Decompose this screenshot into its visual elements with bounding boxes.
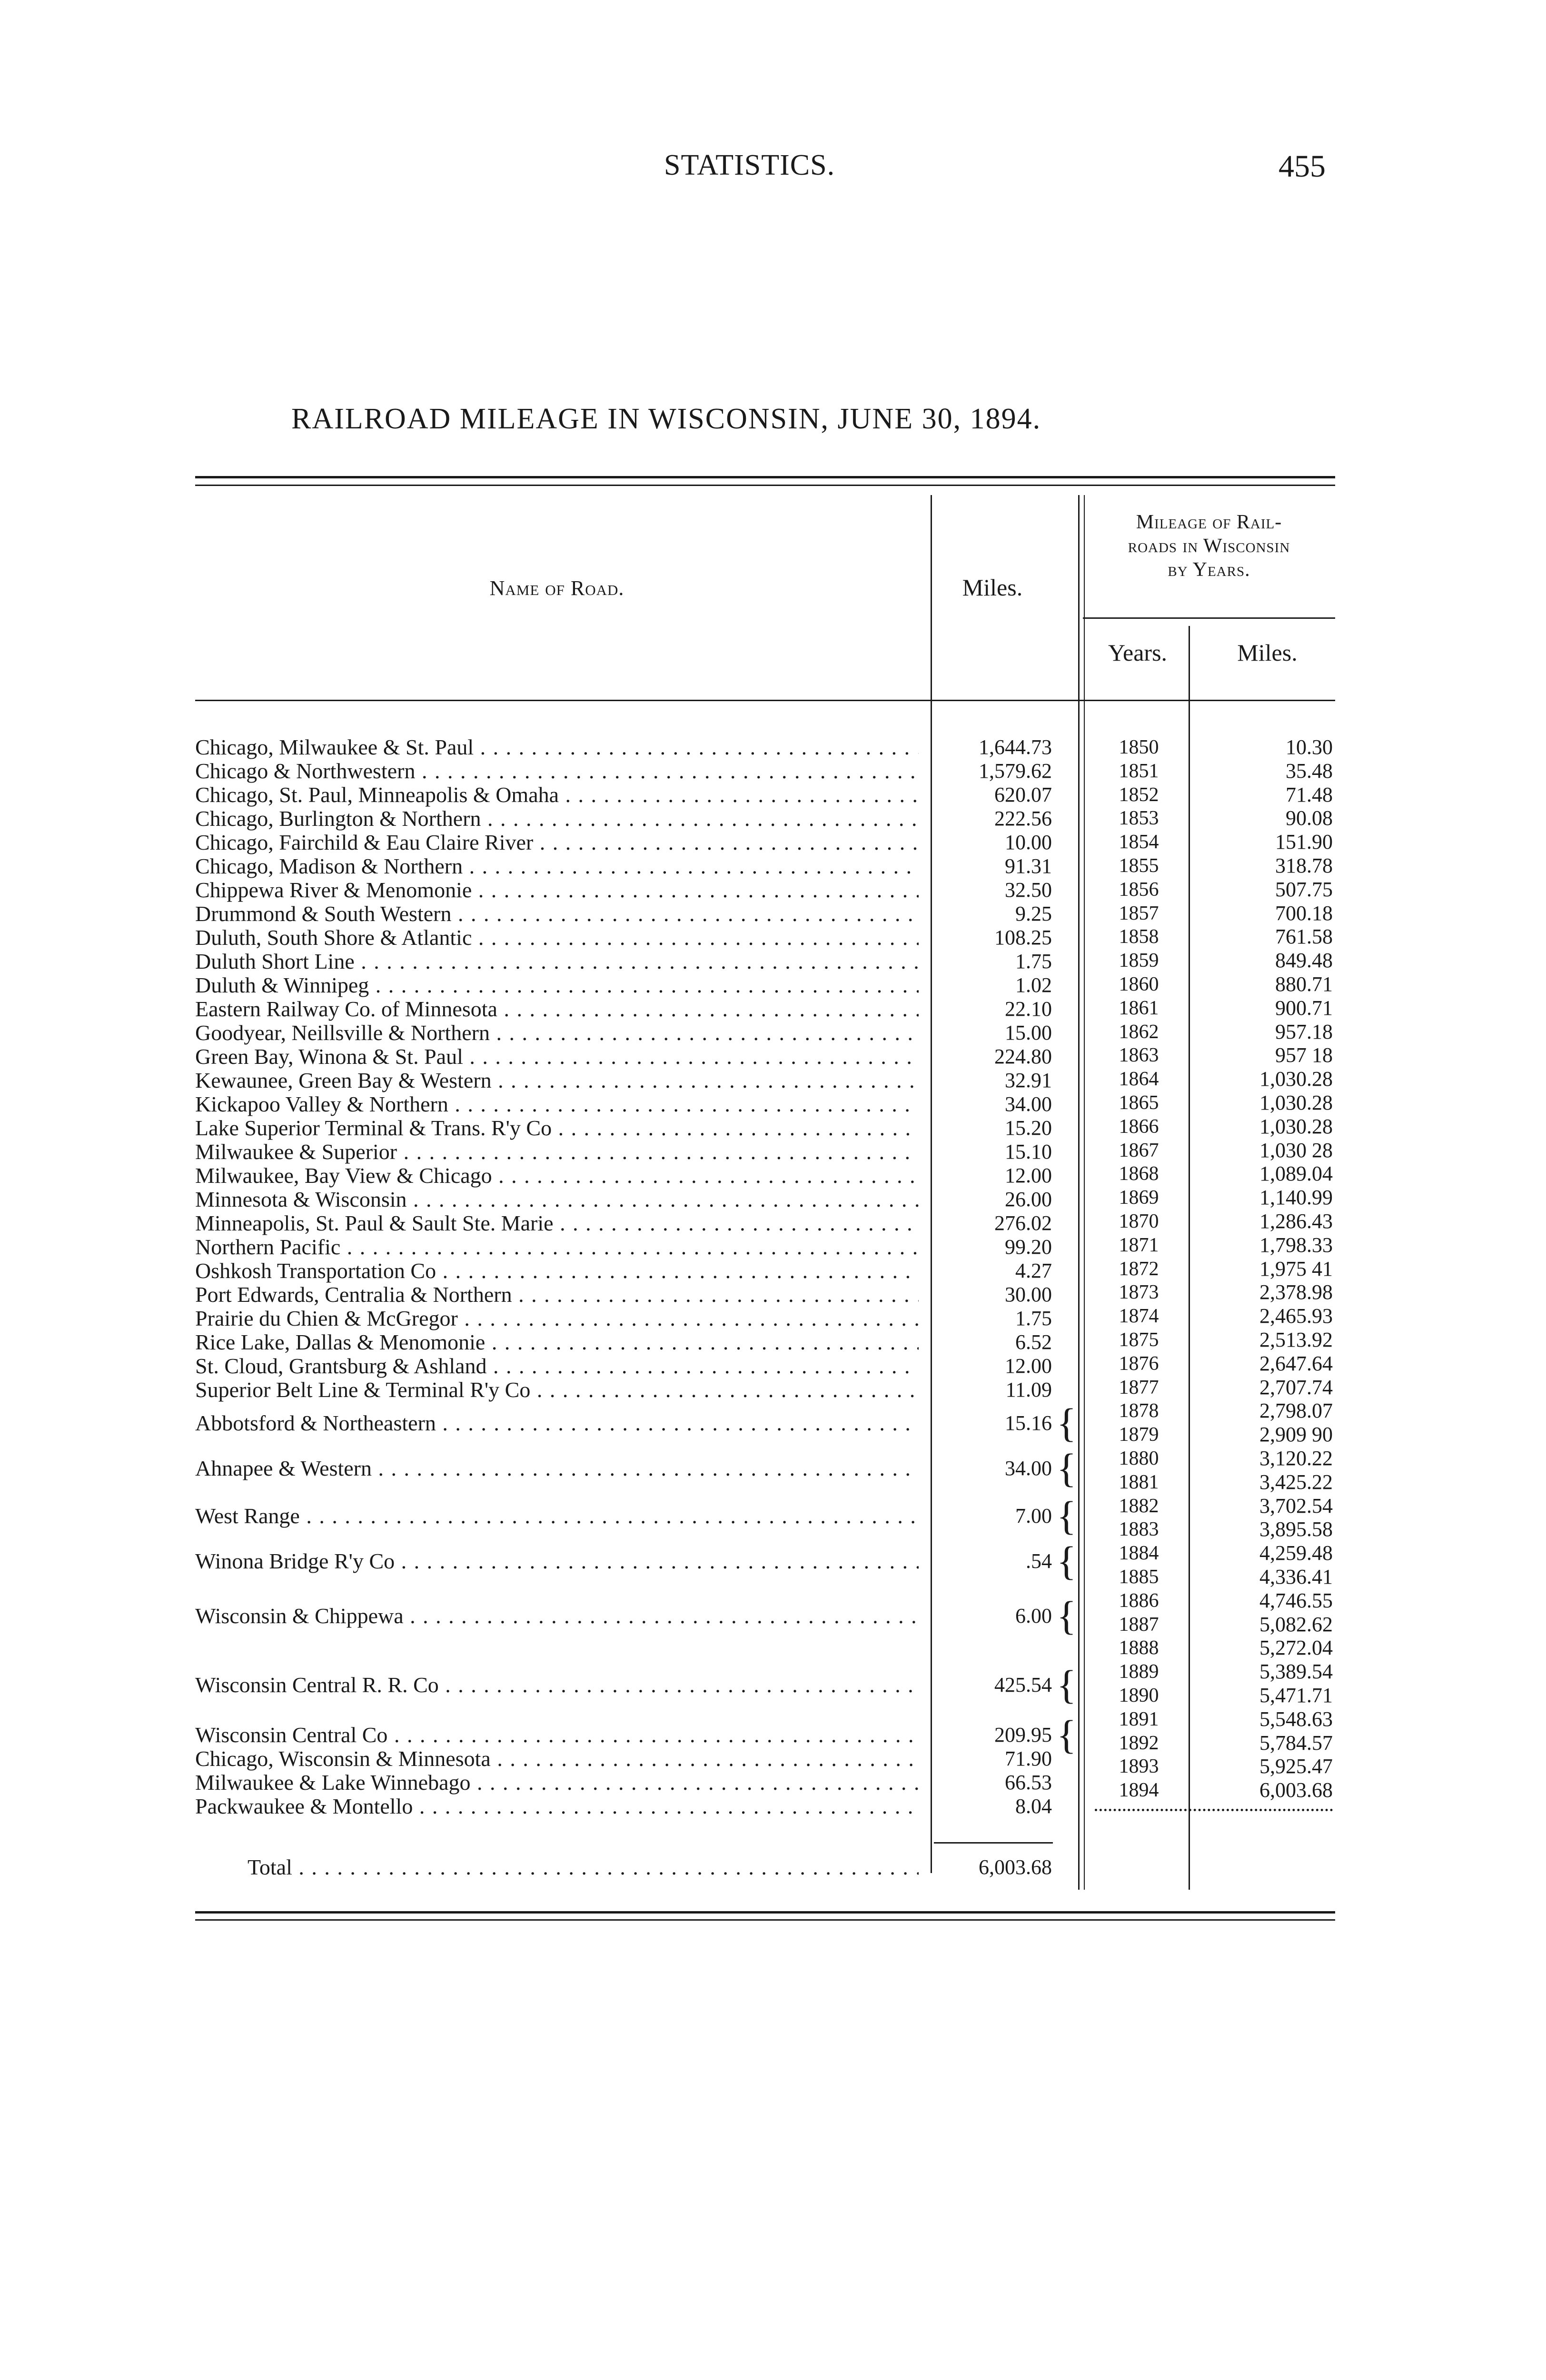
year-miles: 1,030.28 bbox=[1259, 1114, 1333, 1138]
year-miles: 1,975 41 bbox=[1259, 1257, 1333, 1280]
year-row bbox=[0, 1731, 1546, 1755]
year-value: 1887 bbox=[1119, 1613, 1159, 1636]
year-miles: 700.18 bbox=[1275, 901, 1333, 925]
road-miles: 425.54 bbox=[994, 1673, 1052, 1696]
year-value: 1891 bbox=[1119, 1708, 1159, 1730]
year-row bbox=[0, 1043, 1546, 1067]
year-row bbox=[0, 1447, 1546, 1470]
road-name: Winona Bridge R'y Co . . . bbox=[195, 1549, 919, 1573]
year-miles: 1,140.99 bbox=[1259, 1186, 1333, 1210]
year-miles: 5,925.47 bbox=[1259, 1755, 1333, 1778]
road-miles: 620.07 bbox=[994, 783, 1052, 806]
year-row bbox=[0, 996, 1546, 1020]
road-name: Chicago & Northwestern . . . bbox=[195, 759, 919, 783]
years-end-dots bbox=[1095, 1809, 1333, 1816]
table-title: RAILROAD MILEAGE IN WISCONSIN, JUNE 30, 1894. bbox=[291, 403, 1041, 435]
year-miles: 2,647.64 bbox=[1259, 1351, 1333, 1375]
year-miles: 5,784.57 bbox=[1259, 1731, 1333, 1755]
year-value: 1888 bbox=[1119, 1637, 1159, 1659]
year-row bbox=[0, 735, 1546, 759]
road-name: Wisconsin Central R. R. Co . . . bbox=[195, 1673, 919, 1697]
header-years: Years. bbox=[1108, 639, 1168, 666]
year-value: 1886 bbox=[1119, 1589, 1159, 1612]
header-year-miles: Miles. bbox=[1237, 639, 1298, 666]
year-value: 1880 bbox=[1119, 1448, 1159, 1469]
road-name: Kickapoo Valley & Northern . . . bbox=[195, 1092, 919, 1116]
road-miles: 99.20 bbox=[1005, 1235, 1052, 1259]
year-value: 1869 bbox=[1119, 1187, 1159, 1209]
brace-mark: { bbox=[1057, 1538, 1077, 1584]
brace-mark: { bbox=[1057, 1593, 1077, 1638]
year-value: 1865 bbox=[1119, 1092, 1159, 1114]
year-miles: 6,003.68 bbox=[1259, 1778, 1333, 1802]
road-name: Milwaukee & Lake Winnebago . . . bbox=[195, 1771, 919, 1795]
year-miles: 3,895.58 bbox=[1259, 1517, 1333, 1541]
header-by-years bbox=[1080, 510, 1338, 582]
year-value: 1882 bbox=[1119, 1495, 1159, 1517]
year-miles: 151.90 bbox=[1275, 830, 1333, 854]
year-value: 1876 bbox=[1119, 1352, 1159, 1375]
year-value: 1859 bbox=[1119, 950, 1159, 972]
header-name-of-road: Name of Road. bbox=[489, 576, 624, 600]
year-row bbox=[0, 1517, 1546, 1541]
road-name: Drummond & South Western . . . bbox=[195, 902, 919, 926]
total-miles: 6,003.68 bbox=[979, 1855, 1052, 1879]
year-miles: 90.08 bbox=[1286, 806, 1333, 830]
year-value: 1858 bbox=[1119, 926, 1159, 948]
road-miles: 6.00 bbox=[1015, 1604, 1052, 1627]
year-value: 1861 bbox=[1119, 997, 1159, 1019]
header-rule-bottom bbox=[195, 700, 1335, 701]
year-miles: 2,465.93 bbox=[1259, 1304, 1333, 1328]
road-name: Wisconsin & Chippewa . . . bbox=[195, 1604, 919, 1628]
year-value: 1863 bbox=[1119, 1044, 1159, 1067]
road-name: St. Cloud, Grantsburg & Ashland . . . bbox=[195, 1354, 919, 1378]
year-miles: 10.30 bbox=[1286, 735, 1333, 759]
road-name: Chicago, Burlington & Northern . . . bbox=[195, 807, 919, 831]
road-miles: 10.00 bbox=[1005, 831, 1052, 854]
year-miles: 3,702.54 bbox=[1259, 1494, 1333, 1517]
year-row bbox=[0, 830, 1546, 854]
year-value: 1889 bbox=[1119, 1661, 1159, 1683]
year-row bbox=[0, 1541, 1546, 1565]
year-row bbox=[0, 1778, 1546, 1802]
brace-mark: { bbox=[1057, 1662, 1077, 1707]
road-miles: 15.00 bbox=[1005, 1021, 1052, 1044]
year-row bbox=[0, 878, 1546, 902]
year-miles: 2,513.92 bbox=[1259, 1328, 1333, 1351]
year-miles: 1,089.04 bbox=[1259, 1162, 1333, 1186]
year-miles: 4,746.55 bbox=[1259, 1588, 1333, 1612]
bottom-rule bbox=[195, 1911, 1335, 1914]
road-name: Rice Lake, Dallas & Menomonie . . . bbox=[195, 1330, 919, 1354]
road-miles: 32.50 bbox=[1005, 878, 1052, 902]
year-row bbox=[0, 1660, 1546, 1684]
road-miles: 15.16 bbox=[1005, 1411, 1052, 1435]
year-miles: 900.71 bbox=[1275, 996, 1333, 1020]
year-row bbox=[0, 1257, 1546, 1281]
road-name: Northern Pacific . . . bbox=[195, 1235, 919, 1259]
brace-mark: { bbox=[1057, 1400, 1077, 1446]
year-row bbox=[0, 1423, 1546, 1447]
header-by-years-line-2: roads in Wisconsin bbox=[1128, 535, 1290, 557]
year-miles: 880.71 bbox=[1275, 972, 1333, 996]
header-miles: Miles. bbox=[962, 574, 1023, 601]
year-value: 1884 bbox=[1119, 1542, 1159, 1565]
year-miles: 71.48 bbox=[1286, 783, 1333, 806]
year-value: 1860 bbox=[1119, 973, 1159, 995]
road-name: Goodyear, Neillsville & Northern . . . bbox=[195, 1021, 919, 1045]
brace-mark: { bbox=[1057, 1493, 1077, 1538]
header-by-years-line-1: Mileage of Rail- bbox=[1136, 511, 1282, 533]
year-miles: 957.18 bbox=[1275, 1020, 1333, 1043]
road-name: Chicago, Wisconsin & Minnesota . . . bbox=[195, 1747, 919, 1771]
year-value: 1892 bbox=[1119, 1732, 1159, 1754]
road-name: Duluth, South Shore & Atlantic . . . bbox=[195, 926, 919, 950]
year-value: 1852 bbox=[1119, 783, 1159, 806]
road-name: Lake Superior Terminal & Trans. R'y Co . . . bbox=[195, 1116, 919, 1140]
year-row bbox=[0, 902, 1546, 925]
road-name: Abbotsford & Northeastern . . . bbox=[195, 1411, 919, 1435]
road-name: West Range . . . bbox=[195, 1504, 919, 1528]
year-row bbox=[0, 1565, 1546, 1589]
road-miles: 12.00 bbox=[1005, 1164, 1052, 1187]
year-row bbox=[0, 925, 1546, 949]
year-value: 1890 bbox=[1119, 1685, 1159, 1706]
road-name: Oshkosh Transportation Co . . . bbox=[195, 1259, 919, 1283]
road-miles: 1.75 bbox=[1015, 1307, 1052, 1330]
year-row bbox=[0, 1186, 1546, 1210]
road-name: Chicago, Fairchild & Eau Claire River . . . bbox=[195, 831, 919, 854]
year-value: 1867 bbox=[1119, 1139, 1159, 1161]
road-name: Chicago, St. Paul, Minneapolis & Omaha . . . bbox=[195, 783, 919, 807]
road-name: Ahnapee & Western . . . bbox=[195, 1457, 919, 1480]
year-value: 1872 bbox=[1119, 1258, 1159, 1280]
year-value: 1866 bbox=[1119, 1115, 1159, 1138]
year-row bbox=[0, 1280, 1546, 1304]
year-value: 1850 bbox=[1119, 736, 1159, 758]
year-miles: 1,030 28 bbox=[1259, 1138, 1333, 1162]
year-miles: 761.58 bbox=[1275, 925, 1333, 949]
road-miles: 1,579.62 bbox=[979, 759, 1052, 783]
road-name: Milwaukee & Superior . . . bbox=[195, 1140, 919, 1164]
year-miles: 849.48 bbox=[1275, 949, 1333, 972]
year-row bbox=[0, 1352, 1546, 1376]
year-row bbox=[0, 1162, 1546, 1186]
road-name: Wisconsin Central Co . . . bbox=[195, 1723, 919, 1747]
brace-mark: { bbox=[1057, 1712, 1077, 1757]
year-miles: 1,798.33 bbox=[1259, 1233, 1333, 1257]
road-miles: 4.27 bbox=[1015, 1259, 1052, 1282]
road-name: Chicago, Madison & Northern . . . bbox=[195, 854, 919, 878]
road-miles: 30.00 bbox=[1005, 1283, 1052, 1306]
year-row bbox=[0, 759, 1546, 783]
year-value: 1881 bbox=[1119, 1471, 1159, 1493]
road-miles: 34.00 bbox=[1005, 1092, 1052, 1116]
year-miles: 35.48 bbox=[1286, 759, 1333, 783]
road-miles: 66.53 bbox=[1005, 1771, 1052, 1794]
year-value: 1851 bbox=[1119, 760, 1159, 782]
year-row bbox=[0, 1470, 1546, 1494]
total-row bbox=[0, 1855, 1546, 1879]
road-miles: 9.25 bbox=[1015, 902, 1052, 925]
year-value: 1857 bbox=[1119, 902, 1159, 924]
year-row bbox=[0, 1494, 1546, 1518]
year-row bbox=[0, 1399, 1546, 1423]
total-label: Total . . . bbox=[248, 1855, 919, 1879]
road-miles: 1.02 bbox=[1015, 973, 1052, 997]
year-value: 1874 bbox=[1119, 1305, 1159, 1328]
year-value: 1873 bbox=[1119, 1281, 1159, 1304]
road-miles: .54 bbox=[1026, 1549, 1052, 1573]
year-value: 1875 bbox=[1119, 1329, 1159, 1351]
road-miles: 34.00 bbox=[1005, 1457, 1052, 1480]
year-row bbox=[0, 1684, 1546, 1707]
year-row bbox=[0, 1020, 1546, 1044]
year-miles: 2,909 90 bbox=[1259, 1423, 1333, 1447]
road-name: Duluth & Winnipeg . . . bbox=[195, 973, 919, 997]
road-miles: 91.31 bbox=[1005, 854, 1052, 878]
year-value: 1877 bbox=[1119, 1376, 1159, 1398]
year-row bbox=[0, 1636, 1546, 1660]
road-name: Prairie du Chien & McGregor . . . bbox=[195, 1307, 919, 1330]
road-miles: 22.10 bbox=[1005, 997, 1052, 1021]
year-value: 1883 bbox=[1119, 1518, 1159, 1541]
year-row bbox=[0, 1233, 1546, 1257]
road-name: Superior Belt Line & Terminal R'y Co . . . bbox=[195, 1378, 919, 1402]
road-name: Eastern Railway Co. of Minnesota . . . bbox=[195, 997, 919, 1021]
road-miles: 71.90 bbox=[1005, 1747, 1052, 1770]
year-value: 1879 bbox=[1119, 1424, 1159, 1446]
year-row bbox=[0, 1091, 1546, 1115]
year-miles: 5,272.04 bbox=[1259, 1636, 1333, 1660]
year-row bbox=[0, 1139, 1546, 1162]
top-rule-inner bbox=[195, 485, 1335, 486]
year-miles: 5,471.71 bbox=[1259, 1684, 1333, 1707]
year-row bbox=[0, 1328, 1546, 1352]
brace-mark: { bbox=[1057, 1445, 1077, 1491]
year-row bbox=[0, 1589, 1546, 1613]
year-row bbox=[0, 1210, 1546, 1233]
year-miles: 2,798.07 bbox=[1259, 1399, 1333, 1423]
road-name: Kewaunee, Green Bay & Western . . . bbox=[195, 1069, 919, 1092]
bottom-rule-inner bbox=[195, 1919, 1335, 1921]
year-value: 1878 bbox=[1119, 1400, 1159, 1422]
year-row bbox=[0, 1755, 1546, 1778]
year-value: 1893 bbox=[1119, 1755, 1159, 1778]
road-name: Packwaukee & Montello . . . bbox=[195, 1795, 919, 1818]
road-miles: 11.09 bbox=[1005, 1378, 1052, 1401]
year-value: 1885 bbox=[1119, 1566, 1159, 1588]
road-miles: 108.25 bbox=[994, 926, 1052, 949]
year-value: 1871 bbox=[1119, 1234, 1159, 1256]
year-miles: 1,286.43 bbox=[1259, 1210, 1333, 1233]
total-rule bbox=[934, 1842, 1053, 1844]
road-miles: 209.95 bbox=[994, 1723, 1052, 1746]
road-name: Minnesota & Wisconsin . . . bbox=[195, 1188, 919, 1211]
top-rule bbox=[195, 476, 1335, 478]
year-row bbox=[0, 806, 1546, 830]
page-number: 455 bbox=[1278, 149, 1326, 184]
year-miles: 318.78 bbox=[1275, 854, 1333, 877]
road-miles: 7.00 bbox=[1015, 1504, 1052, 1527]
running-head: STATISTICS. bbox=[664, 149, 835, 181]
year-miles: 2,707.74 bbox=[1259, 1375, 1333, 1399]
road-miles: 222.56 bbox=[994, 807, 1052, 830]
road-miles: 1,644.73 bbox=[979, 735, 1052, 759]
year-value: 1856 bbox=[1119, 878, 1159, 901]
year-row bbox=[0, 1115, 1546, 1139]
road-name: Duluth Short Line . . . bbox=[195, 950, 919, 973]
year-row bbox=[0, 854, 1546, 878]
year-row bbox=[0, 1707, 1546, 1731]
year-miles: 1,030.28 bbox=[1259, 1067, 1333, 1091]
road-miles: 32.91 bbox=[1005, 1069, 1052, 1092]
year-row bbox=[0, 949, 1546, 972]
road-name: Port Edwards, Centralia & Northern . . . bbox=[195, 1283, 919, 1307]
year-row bbox=[0, 1376, 1546, 1399]
year-value: 1894 bbox=[1119, 1779, 1159, 1802]
year-value: 1868 bbox=[1119, 1163, 1159, 1185]
year-miles: 5,548.63 bbox=[1259, 1707, 1333, 1731]
year-value: 1855 bbox=[1119, 855, 1159, 877]
road-name: Milwaukee, Bay View & Chicago . . . bbox=[195, 1164, 919, 1188]
year-miles: 5,389.54 bbox=[1259, 1660, 1333, 1684]
road-name: Minneapolis, St. Paul & Sault Ste. Marie . . . bbox=[195, 1211, 919, 1235]
year-miles: 1,030.28 bbox=[1259, 1091, 1333, 1114]
year-value: 1853 bbox=[1119, 807, 1159, 830]
road-name: Chicago, Milwaukee & St. Paul . . . bbox=[195, 735, 919, 759]
year-miles: 3,120.22 bbox=[1259, 1447, 1333, 1470]
year-row bbox=[0, 972, 1546, 996]
year-miles: 4,259.48 bbox=[1259, 1541, 1333, 1565]
road-name: Green Bay, Winona & St. Paul . . . bbox=[195, 1045, 919, 1069]
road-miles: 224.80 bbox=[994, 1045, 1052, 1068]
year-value: 1870 bbox=[1119, 1210, 1159, 1232]
year-row bbox=[0, 1304, 1546, 1328]
road-name: Chippewa River & Menomonie . . . bbox=[195, 878, 919, 902]
year-value: 1862 bbox=[1119, 1021, 1159, 1043]
year-miles: 5,082.62 bbox=[1259, 1612, 1333, 1636]
header-rule-sub bbox=[1083, 617, 1335, 619]
year-miles: 957 18 bbox=[1275, 1043, 1333, 1067]
road-miles: 276.02 bbox=[994, 1211, 1052, 1235]
road-miles: 8.04 bbox=[1015, 1795, 1052, 1818]
year-row bbox=[0, 1067, 1546, 1091]
road-miles: 1.75 bbox=[1015, 950, 1052, 973]
year-miles: 4,336.41 bbox=[1259, 1565, 1333, 1588]
header-by-years-line-3: by Years. bbox=[1168, 559, 1250, 581]
road-miles: 15.10 bbox=[1005, 1140, 1052, 1163]
road-miles: 26.00 bbox=[1005, 1188, 1052, 1211]
road-miles: 6.52 bbox=[1015, 1330, 1052, 1354]
year-value: 1864 bbox=[1119, 1068, 1159, 1091]
year-miles: 507.75 bbox=[1275, 877, 1333, 901]
year-value: 1854 bbox=[1119, 831, 1159, 853]
year-miles: 3,425.22 bbox=[1259, 1470, 1333, 1494]
year-row bbox=[0, 783, 1546, 807]
road-miles: 12.00 bbox=[1005, 1354, 1052, 1378]
year-miles: 2,378.98 bbox=[1259, 1280, 1333, 1304]
year-row bbox=[0, 1613, 1546, 1636]
road-miles: 15.20 bbox=[1005, 1116, 1052, 1140]
